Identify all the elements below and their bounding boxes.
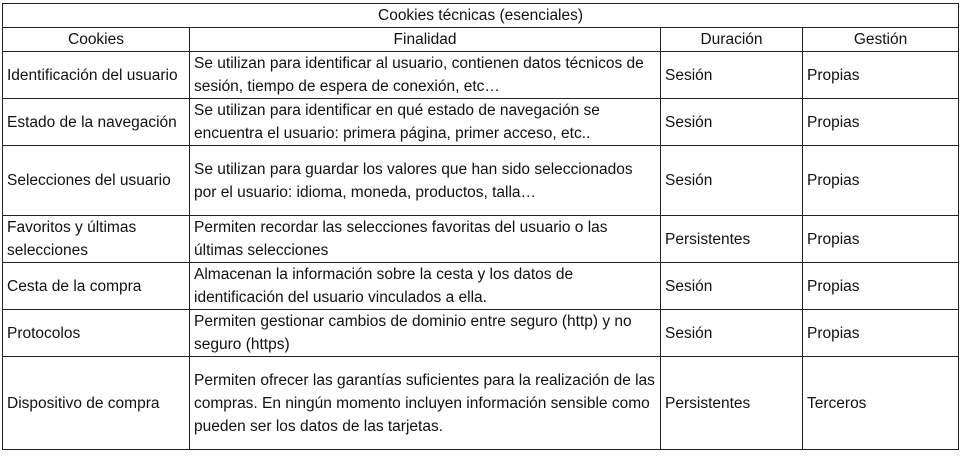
cell-finalidad: Permiten recordar las selecciones favoritas del usuario o las últimas selecciones xyxy=(190,216,661,263)
cell-cookie: Identificación del usuario xyxy=(3,52,190,99)
cell-finalidad: Permiten ofrecer las garantías suficientes para la realización de las compras. En ningún momento incluyen información sensible como pueden ser los datos de las tarjetas. xyxy=(190,357,661,450)
cell-gestion: Propias xyxy=(803,99,959,146)
table-header-row xyxy=(3,28,959,52)
cell-gestion: Propias xyxy=(803,263,959,310)
cell-cookie: Dispositivo de compra xyxy=(3,357,190,450)
cell-finalidad: Se utilizan para guardar los valores que han sido seleccionados por el usuario: idioma, moneda, productos, talla… xyxy=(190,146,661,216)
cell-gestion: Propias xyxy=(803,146,959,216)
cell-finalidad: Permiten gestionar cambios de dominio entre seguro (http) y no seguro (https) xyxy=(190,310,661,357)
cell-duracion: Sesión xyxy=(661,263,803,310)
cell-duracion: Sesión xyxy=(661,146,803,216)
cell-cookie: Selecciones del usuario xyxy=(3,146,190,216)
table-row xyxy=(3,310,959,357)
cookies-table xyxy=(2,3,959,450)
header-cookies: Cookies xyxy=(3,28,190,52)
header-gestion: Gestión xyxy=(803,28,959,52)
cookies-table-container xyxy=(2,3,959,450)
table-row xyxy=(3,146,959,216)
cell-finalidad: Almacenan la información sobre la cesta y los datos de identificación del usuario vinculados a ella. xyxy=(190,263,661,310)
table-caption-row xyxy=(3,4,959,28)
cell-duracion: Sesión xyxy=(661,52,803,99)
cell-duracion: Sesión xyxy=(661,99,803,146)
cell-cookie: Favoritos y últimas selecciones xyxy=(3,216,190,263)
table-row xyxy=(3,216,959,263)
cell-duracion: Persistentes xyxy=(661,357,803,450)
table-row xyxy=(3,99,959,146)
cell-cookie: Cesta de la compra xyxy=(3,263,190,310)
cell-gestion: Propias xyxy=(803,216,959,263)
table-caption: Cookies técnicas (esenciales) xyxy=(3,4,959,28)
table-row xyxy=(3,52,959,99)
cell-gestion: Propias xyxy=(803,310,959,357)
header-duracion: Duración xyxy=(661,28,803,52)
table-row xyxy=(3,357,959,450)
cell-duracion: Persistentes xyxy=(661,216,803,263)
cell-finalidad: Se utilizan para identificar en qué estado de navegación se encuentra el usuario: primera página, primer acceso, etc.. xyxy=(190,99,661,146)
cell-cookie: Protocolos xyxy=(3,310,190,357)
cell-gestion: Terceros xyxy=(803,357,959,450)
cell-duracion: Sesión xyxy=(661,310,803,357)
header-finalidad: Finalidad xyxy=(190,28,661,52)
table-row xyxy=(3,263,959,310)
cell-cookie: Estado de la navegación xyxy=(3,99,190,146)
cell-finalidad: Se utilizan para identificar al usuario, contienen datos técnicos de sesión, tiempo de espera de conexión, etc… xyxy=(190,52,661,99)
cell-gestion: Propias xyxy=(803,52,959,99)
